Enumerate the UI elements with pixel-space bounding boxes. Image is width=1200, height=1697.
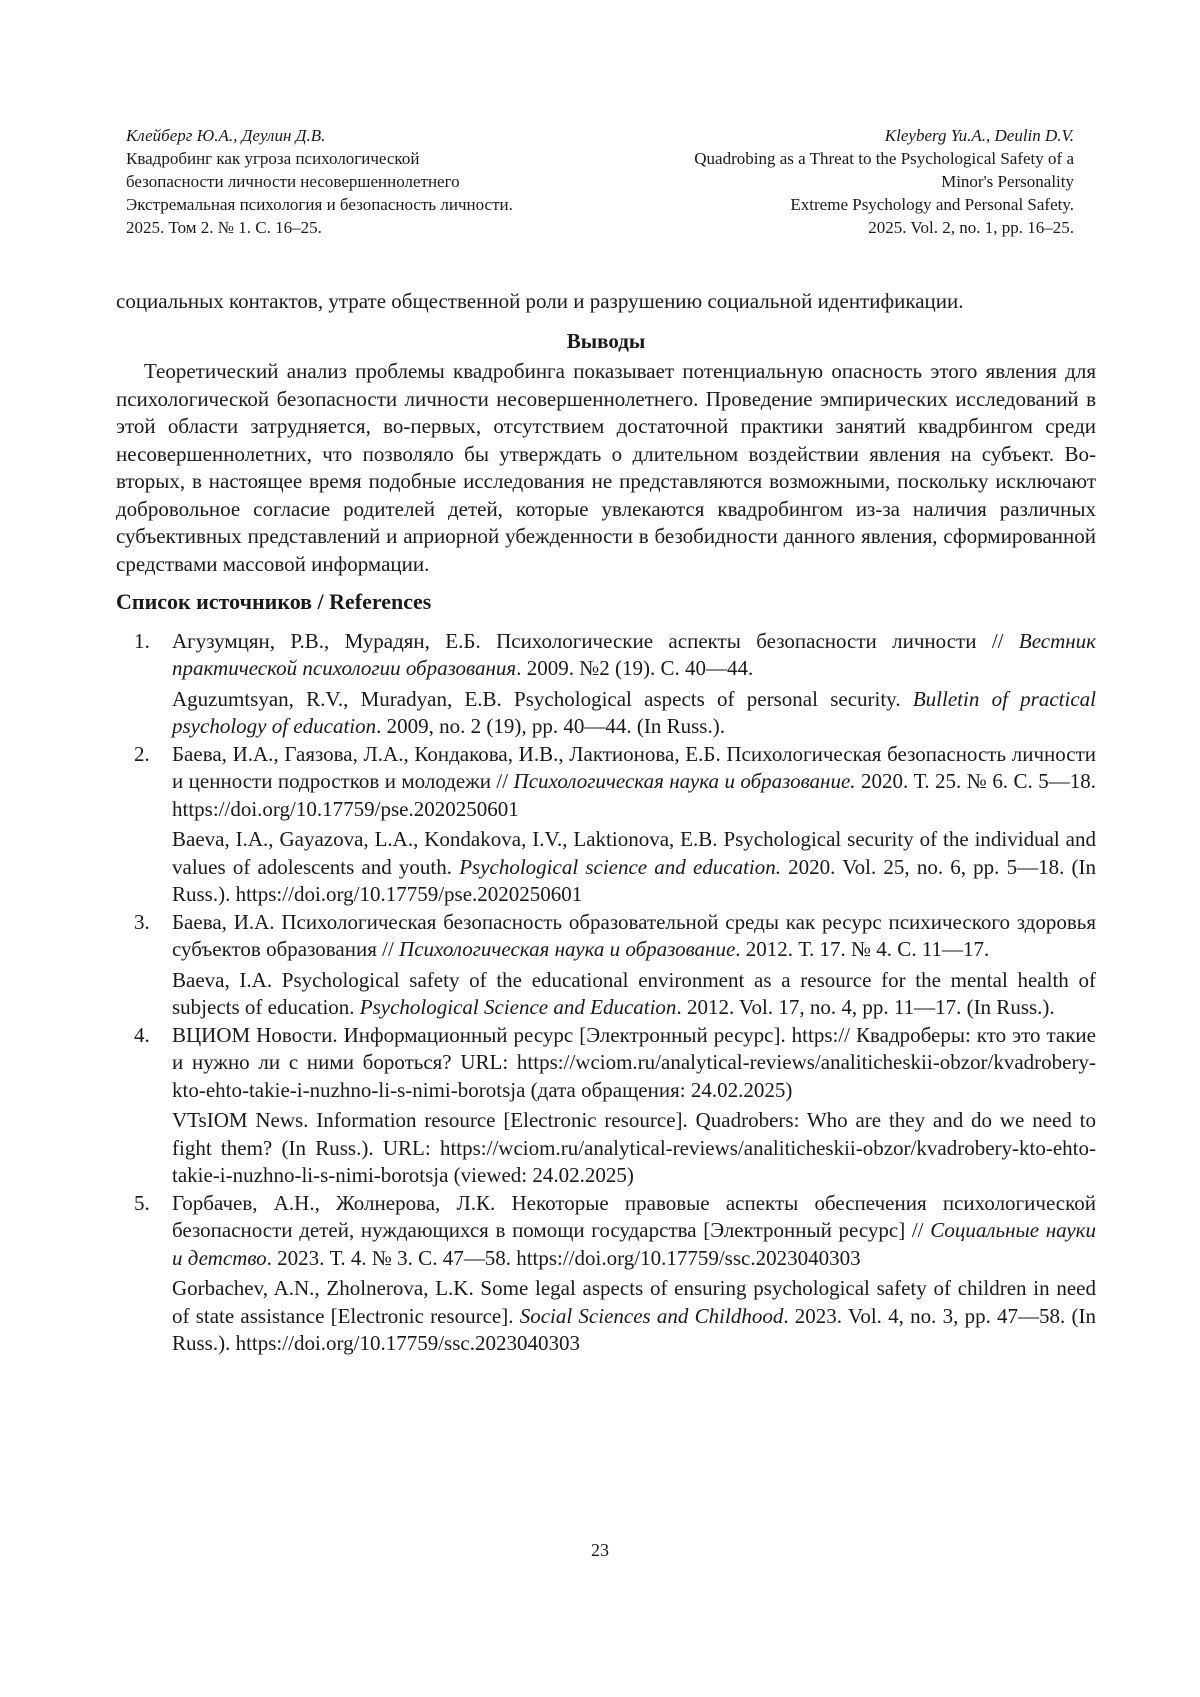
page-number: 23 xyxy=(591,1540,609,1560)
header-title-ru-line2: безопасности личности несовершеннолетнего xyxy=(126,172,460,191)
reference-number: 4. xyxy=(134,1022,150,1047)
header-authors-en: Kleyberg Yu.A., Deulin D.V. xyxy=(884,126,1074,145)
reference-journal-ru: Психологическая наука и образование. xyxy=(513,769,856,793)
header-title-en-line1: Quadrobing as a Threat to the Psychological Safety of a xyxy=(694,149,1074,168)
reference-en: Baeva, I.A. Psychological safety of the educational environment as a resource for the mental health of subjects of education. Psychological Science and Education. 2012. Vol. 17, no. 4, pp. 11—17. (In Russ.). xyxy=(172,967,1096,1019)
running-header xyxy=(126,124,1074,239)
reference-ru: Горбачев, А.Н., Жолнерова, Л.К. Некоторые правовые аспекты обеспечения психологической безопасности детей, нуждающихся в помощи государства [Электронный ресурс] // Социальные науки и детство. 2023. Т. 4. № 3. С. 47—58. https://doi.org/10.17759/ssc.2023040303 xyxy=(172,1190,1096,1270)
reference-item xyxy=(116,1190,1096,1358)
reference-number: 5. xyxy=(134,1190,150,1215)
header-right-en xyxy=(604,124,1074,239)
reference-number: 1. xyxy=(134,628,150,653)
reference-ru: Баева, И.А. Психологическая безопасность образовательной среды как ресурс психического здоровья субъектов образования // Психологическая наука и образование. 2012. Т. 17. № 4. С. 11—17. xyxy=(172,909,1096,961)
reference-journal-ru: Психологическая наука и образование xyxy=(399,937,736,961)
header-issue-en: 2025. Vol. 2, no. 1, pp. 16–25. xyxy=(868,218,1074,237)
reference-en: Aguzumtsyan, R.V., Muradyan, E.B. Psychological aspects of personal security. Bulletin of practical psychology of education. 2009, no. 2 (19), pp. 40—44. (In Russ.). xyxy=(172,686,1096,738)
reference-journal-en: Social Sciences and Childhood xyxy=(519,1303,784,1328)
reference-number: 3. xyxy=(134,909,150,934)
reference-journal-en: Psychological science and education. xyxy=(459,854,782,879)
conclusions-heading: Выводы xyxy=(566,328,646,353)
reference-journal-en: Psychological Science and Education xyxy=(359,995,677,1019)
conclusions-paragraph: Теоретический анализ проблемы квадробинга показывает потенциальную опасность этого явления для психологической безопасности личности несовершеннолетнего. Проведение эмпирических исследований в этой области затрудняется, во-первых, отсутствием достаточной практики занятий квадрбингом среди несовершеннолетних, что позволяло бы утверждать о длительном воздействии явления на субъект. Во-вторых, в настоящее время подобные исследования не представляются возможными, поскольку исключают добровольное согласие родителей детей, которые увлекаются квадробингом из-за наличия различных субъективных представлений и априорной убежденности в безобидности данного явления, сформированной средствами массовой информации. xyxy=(116,359,1096,576)
header-left-ru xyxy=(126,124,596,239)
reference-en: Baeva, I.A., Gayazova, L.A., Kondakova, I.V., Laktionova, E.B. Psychological security of the individual and values of adolescents and youth. Psychological science and education. 2020. Vol. 25, no. 6, pp. 5—18. (In Russ.). https://doi.org/10.17759/pse.2020250601 xyxy=(172,827,1097,906)
continuation-text: социальных контактов, утрате общественной роли и разрушению социальной идентификации. xyxy=(116,289,964,313)
reference-item xyxy=(116,628,1096,741)
header-title-en-line2: Minor's Personality xyxy=(941,172,1074,191)
main-text xyxy=(116,288,1096,1358)
reference-item xyxy=(116,741,1096,909)
references-heading: Список источников / References xyxy=(116,589,432,614)
reference-en: VTsIOM News. Information resource [Electronic resource]. Quadrobers: Who are they and do we need to fight them? (In Russ.). URL: https://wciom.ru/analytical-reviews/analiticheskii-obzor/kvadrobery-kto-ehto-takie-i-nuzhno-li-s-nimi-borotsja (viewed: 24.02.2025) xyxy=(172,1108,1096,1187)
reference-item xyxy=(116,909,1096,1022)
header-journal-ru: Экстремальная психология и безопасность личности. xyxy=(126,195,513,214)
header-title-ru-line1: Квадробинг как угроза психологической xyxy=(126,149,420,168)
reference-journal-ru: Вестник практической психологии образования xyxy=(172,628,1096,680)
header-journal-en: Extreme Psychology and Personal Safety. xyxy=(790,195,1074,214)
reference-ru: Баева, И.А., Гаязова, Л.А., Кондакова, И.В., Лактионова, Е.Б. Психологическая безопасность личности и ценности подростков и молодежи // Психологическая наука и образование. 2020. Т. 25. № 6. С. 5—18. https://doi.org/10.17759/pse.2020250601 xyxy=(172,741,1096,821)
reference-journal-en: Bulletin of practical psychology of education xyxy=(172,686,1096,738)
reference-en: Gorbachev, A.N., Zholnerova, L.K. Some legal aspects of ensuring psychological safety of children in need of state assistance [Electronic resource]. Social Sciences and Childhood. 2023. Vol. 4, no. 3, pp. 47—58. (In Russ.). https://doi.org/10.17759/ssc.2023040303 xyxy=(172,1276,1096,1355)
header-authors-ru: Клейберг Ю.А., Деулин Д.В. xyxy=(126,126,326,145)
reference-item xyxy=(116,1022,1096,1190)
reference-ru: Агузумцян, Р.В., Мурадян, Е.Б. Психологические аспекты безопасности личности // Вестник практической психологии образования. 2009. №2 (19). С. 40—44. xyxy=(172,628,1096,680)
header-issue-ru: 2025. Том 2. № 1. С. 16–25. xyxy=(126,218,322,237)
reference-ru: ВЦИОМ Новости. Информационный ресурс [Электронный ресурс]. https:// Квадроберы: кто это такие и нужно ли с ними бороться? URL: https://wciom.ru/analytical-reviews/analiticheskii-obzor/kvadrobery-kto-ehto-takie-i-nuzhno-li-s-nimi-borotsja (дата обращения: 24.02.2025) xyxy=(172,1022,1096,1102)
reference-journal-ru: Социальные науки и детство xyxy=(172,1218,1096,1270)
reference-number: 2. xyxy=(134,741,150,766)
references-list xyxy=(116,628,1096,1358)
